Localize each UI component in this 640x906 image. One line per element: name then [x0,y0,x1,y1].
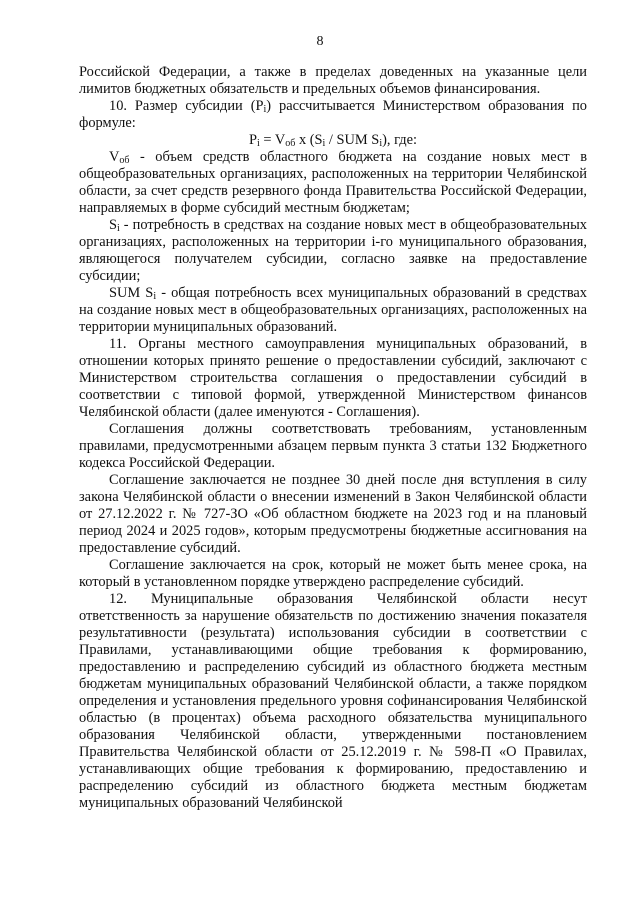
paragraph [79,421,587,472]
text-run: ), где: [382,132,417,148]
text-run: SUM S [109,285,154,301]
text-run: 12. Муниципальные образования Челябинской области несут ответственность за нарушение обязательств по достижению значения показателя результативности (результата) использования субсидии в соответствии с Правилами, устанавливающими общие требования к формированию, предоставлению и распределению субсидий из областного бюджета местным бюджетам муниципальных образований Челябинской области, а также порядком определения и установления предельного уровня софинансирования Челябинской областью (в процентах) объема расходного обязательства муниципального образования Челябинской области, утвержденными постановлением Правительства Челябинской области от 25.12.2019 г. № 598-П «О Правилах, устанавливающих общие требования к формированию, предоставлению и распределению субсидий из областного бюджета местным бюджетам муниципальных образований Челябинской [79,591,587,811]
paragraph [79,285,587,336]
subscript: i [379,138,383,149]
text-run: Соглашения должны соответствовать требованиям, установленным правилами, предусмотренными абзацем первым пункта 3 статьи 132 Бюджетного кодекса Российской Федерации. [79,421,587,471]
subscript: об [285,138,296,149]
subscript: i [257,138,260,149]
text-run: Соглашение заключается на срок, который не может быть менее срока, на который в установленном порядке утверждено распределение субсидий. [79,557,587,590]
paragraph [79,591,587,812]
paragraph [79,64,587,98]
text-run: ) рассчитывается Министерством образования по формуле: [79,98,587,131]
subscript: i [263,104,267,115]
subscript: i [117,223,120,234]
text-run: 11. Органы местного самоуправления муниципальных образований, в отношении которых принято решение о предоставлении субсидий, заключают с Министерством строительства соглашения о предоставлении субсидий в соответствии с типовой формой, утвержденной Министерством финансов Челябинской области (далее именуются - Соглашения). [79,336,587,420]
page-number: 8 [316,34,324,49]
text-run: = V [259,132,286,148]
text-run: - потребность в средствах на создание новых мест в общеобразовательных организациях, расположенных на территории i-го муниципального образования, являющегося получателем субсидии, согласно заявке на предоставление субсидии; [79,217,587,284]
text-run: x (S [295,132,323,148]
text-run: - общая потребность всех муниципальных образований в средствах на создание новых мест в общеобразовательных организациях, расположенных на территории муниципальных образований. [79,285,588,335]
text-run: Российской Федерации, а также в пределах доведенных на указанные цели лимитов бюджетных обязательств и предельных объемов финансирования. [79,64,587,97]
paragraph [79,557,587,591]
text-run: V [109,149,120,165]
paragraph [79,98,587,132]
text-run: 10. Размер субсидии (P [109,98,264,114]
formula [79,132,587,149]
text-run: S [109,217,118,233]
paragraph [79,217,587,285]
text-run: P [249,132,258,148]
text-run: Соглашение заключается не позднее 30 дней после дня вступления в силу закона Челябинской области о внесении изменений в Закон Челябинской области от 27.12.2022 г. № 727-ЗО «Об областном бюджете на 2023 год и на плановый период 2024 и 2025 годов», которым предусмотрены бюджетные ассигнования на предоставление субсидий. [79,472,587,556]
text-run: - объем средств областного бюджета на создание новых мест в общеобразовательных организациях, расположенных на территории Челябинской области, за счет средств резервного фонда Правительства Российской Федерации, направляемых в форме субсидий местным бюджетам; [79,149,587,216]
text-run: / SUM S [325,132,380,148]
paragraph [79,149,587,217]
paragraph [79,472,587,557]
subscript: i [322,138,326,149]
subscript: об [119,155,130,166]
subscript: i [153,291,157,302]
paragraph [79,336,587,421]
document-body [79,64,587,812]
